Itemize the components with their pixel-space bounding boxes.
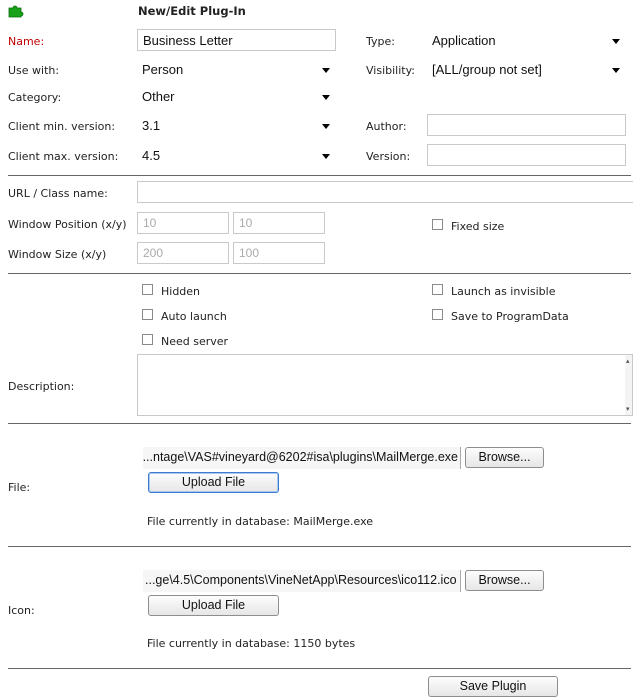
name-label: Name: [8,35,45,48]
icon-label: Icon: [8,604,35,617]
hidden-checkbox[interactable] [142,284,153,295]
client-max-version-value: 4.5 [142,148,161,163]
name-input[interactable]: Business Letter [137,29,336,51]
section-divider [8,175,631,176]
chevron-down-icon [322,68,330,73]
save-programdata-label: Save to ProgramData [451,310,569,323]
scroll-down-icon: ▾ [626,405,630,413]
version-label: Version: [366,150,411,163]
window-size-x-input[interactable]: 200 [137,242,229,264]
window-size-label: Window Size (x/y) [8,248,107,261]
scroll-up-icon: ▴ [626,357,630,365]
description-textarea[interactable] [137,354,633,416]
section-divider [8,546,631,547]
url-input[interactable] [137,181,633,203]
launch-invisible-label: Launch as invisible [451,285,556,298]
window-position-x-input[interactable]: 10 [137,212,229,234]
visibility-label: Visibility: [366,64,416,77]
type-label: Type: [366,35,395,48]
chevron-down-icon [322,95,330,100]
icon-path-input[interactable] [143,570,461,592]
window-size-y-input[interactable]: 100 [233,242,325,264]
page-title: New/Edit Plug-In [138,4,246,18]
type-select-value: Application [432,33,496,48]
file-browse-button[interactable]: Browse... [465,447,544,468]
fixed-size-checkbox[interactable] [432,219,443,230]
visibility-select[interactable] [427,59,626,81]
save-programdata-checkbox[interactable] [432,309,443,320]
type-select[interactable] [427,30,626,52]
section-divider [8,668,631,669]
client-min-version-label: Client min. version: [8,120,116,133]
icon-browse-button[interactable]: Browse... [465,570,544,591]
fixed-size-label: Fixed size [451,220,505,233]
category-select-value: Other [142,89,175,104]
hidden-label: Hidden [161,285,201,298]
author-label: Author: [366,120,407,133]
auto-launch-checkbox[interactable] [142,309,153,320]
use-with-select-value: Person [142,62,184,77]
icon-path-value: ...ge\4.5\Components\VineNetApp\Resources\ico112.ico [145,573,457,587]
need-server-label: Need server [161,335,229,348]
upload-icon-button[interactable]: Upload File [148,595,279,616]
file-path-value: ...ntage\VAS#vineyard@6202#isa\plugins\MailMerge.exe [143,450,458,464]
chevron-down-icon [612,68,620,73]
client-max-version-select[interactable] [137,145,336,167]
category-select[interactable] [137,86,336,108]
description-scrollbar[interactable] [625,355,632,415]
chevron-down-icon [322,124,330,129]
window-position-label: Window Position (x/y) [8,218,127,231]
version-input[interactable] [427,144,626,166]
file-path-input[interactable] [143,447,461,469]
file-label: File: [8,481,31,494]
need-server-checkbox[interactable] [142,334,153,345]
category-label: Category: [8,91,62,104]
url-label: URL / Class name: [8,187,108,200]
section-divider [8,423,631,424]
client-max-version-label: Client max. version: [8,150,119,163]
auto-launch-label: Auto launch [161,310,227,323]
author-input[interactable] [427,114,626,136]
use-with-select[interactable] [137,59,336,81]
use-with-label: Use with: [8,64,60,77]
window-position-y-input[interactable]: 10 [233,212,325,234]
description-label: Description: [8,380,75,393]
launch-invisible-checkbox[interactable] [432,284,443,295]
puzzle-piece-icon [8,4,24,18]
icon-status-text: File currently in database: 1150 bytes [147,637,356,650]
chevron-down-icon [612,39,620,44]
file-status-text: File currently in database: MailMerge.exe [147,515,374,528]
section-divider [8,273,631,274]
client-min-version-value: 3.1 [142,118,161,133]
client-min-version-select[interactable] [137,115,336,137]
upload-file-button[interactable]: Upload File [148,472,279,493]
visibility-select-value: [ALL/group not set] [432,62,542,77]
chevron-down-icon [322,154,330,159]
save-plugin-button[interactable]: Save Plugin [428,676,558,697]
